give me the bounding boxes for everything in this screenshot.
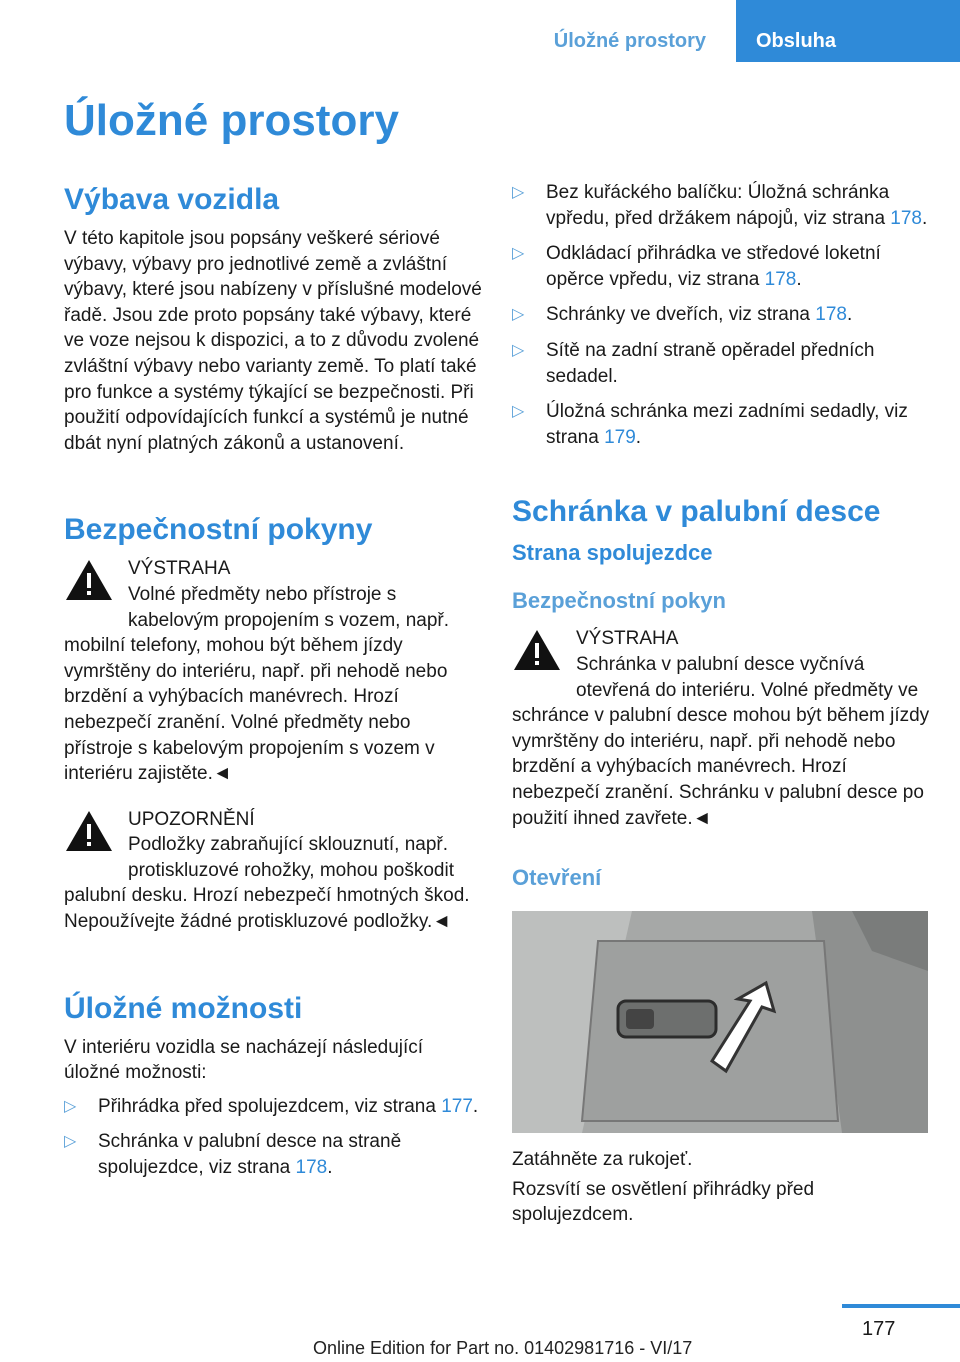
warning-triangle-icon bbox=[64, 809, 114, 853]
header-section-label: Úložné prostory bbox=[553, 30, 706, 52]
warning-text: Volné předměty nebo přístroje s kabelovým propojením s vozem, např. mobilní telefony, mohou být během jízdy vymrštěny do interiéru, např. při nehodě nebo brzdění a vyhýbacích manévrech. Hrozí nebezpečí zranění. Volné předměty nebo přístroje s kabelovým propojením s vozem v interiéru zajistěte.◄ bbox=[64, 583, 450, 785]
storage-options-list-continued bbox=[512, 180, 930, 450]
notice-block bbox=[64, 807, 484, 935]
list-item: ▷ Schránka v palubní desce na straně spolujezdce, viz strana 178. bbox=[64, 1131, 402, 1179]
triangle-bullet-icon: ▷ bbox=[512, 184, 525, 201]
section-title-safety: Bezpečnostní pokyny bbox=[64, 513, 373, 547]
storage-options-list bbox=[64, 1094, 484, 1181]
page-link[interactable]: 177 bbox=[441, 1095, 473, 1117]
warning-label: VÝSTRAHA bbox=[576, 628, 679, 650]
list-item: ▷ Přihrádka před spolujezdcem, viz strana 177. bbox=[64, 1094, 484, 1120]
list-item: ▷ Úložná schránka mezi zadními sedadly, viz strana 179. bbox=[512, 401, 908, 448]
page-number-rule bbox=[842, 1304, 960, 1308]
page-link[interactable]: 178 bbox=[890, 207, 922, 229]
figure-caption-light: Rozsvítí se osvětlení přihrádky před spolujezdcem. bbox=[512, 1178, 815, 1226]
page-link[interactable]: 178 bbox=[295, 1157, 328, 1179]
page-title: Úložné prostory bbox=[64, 96, 399, 145]
glovebox-handle-illustration bbox=[512, 911, 928, 1133]
subsection-title-safety-note: Bezpečnostní pokyn bbox=[512, 588, 726, 614]
notice-label: UPOZORNĚNÍ bbox=[128, 808, 255, 830]
figure-caption-pull-handle: Zatáhněte za rukojeť. bbox=[512, 1149, 693, 1171]
page-link[interactable]: 179 bbox=[604, 426, 636, 448]
triangle-bullet-icon: ▷ bbox=[64, 1097, 77, 1115]
list-item: ▷ Bez kuřáckého balíčku: Úložná schránka vpředu, před držákem nápojů, viz strana 178. bbox=[512, 182, 928, 229]
warning-label: VÝSTRAHA bbox=[128, 558, 231, 580]
page-number: 177 bbox=[862, 1318, 896, 1340]
triangle-bullet-icon: ▷ bbox=[512, 341, 525, 359]
list-item: ▷ Schránky ve dveřích, viz strana 178. bbox=[512, 302, 930, 328]
triangle-bullet-icon: ▷ bbox=[512, 403, 525, 421]
triangle-bullet-icon: ▷ bbox=[512, 306, 525, 324]
warning-text: Schránka v palubní desce vyčnívá otevřená do interiéru. Volné předměty ve schránce v palubní desce mohou být během jízdy vymrštěny do interiéru, např. při nehodě nebo brzdění a vyhýbacích manévrech. Hrozí nebezpečí zranění. Schránku v palubní desce po použití ihned zavřete.◄ bbox=[512, 653, 930, 829]
warning-block bbox=[512, 626, 930, 831]
header-chapter-tab: Obsluha bbox=[736, 0, 960, 62]
page-link[interactable]: 178 bbox=[815, 304, 847, 326]
subsection-title-passenger-side: Strana spolujezdce bbox=[512, 540, 713, 566]
triangle-bullet-icon: ▷ bbox=[512, 245, 525, 263]
warning-triangle-icon bbox=[64, 558, 114, 602]
section-title-storage-options: Úložné možnosti bbox=[64, 991, 303, 1025]
warning-triangle-icon bbox=[512, 628, 562, 672]
subsection-title-opening: Otevření bbox=[512, 865, 602, 891]
warning-block bbox=[64, 556, 484, 786]
page-header bbox=[524, 0, 960, 62]
right-column bbox=[512, 180, 930, 1228]
notice-text: Podložky zabraňující sklouznutí, např. protiskluzové rohožky, mohou poškodit palubní desku. Hrozí nebezpečí hmotných škod. Nepoužívejte žádné protiskluzové podložky.◄ bbox=[64, 834, 470, 933]
page-link[interactable]: 178 bbox=[764, 268, 797, 290]
section-title-equipment: Výbava vozidla bbox=[64, 183, 280, 216]
footer-edition-note: Online Edition for Part no. 01402981716 - VI/17 bbox=[313, 1338, 693, 1358]
storage-options-intro: V interiéru vozidla se nacházejí následující úložné možnosti: bbox=[64, 1036, 424, 1084]
triangle-bullet-icon: ▷ bbox=[64, 1133, 77, 1151]
list-item: ▷ Sítě na zadní straně opěradel předních sedadel. bbox=[512, 339, 875, 387]
list-item: ▷ Odkládací přihrádka ve středové loketní opěrce vpředu, viz strana 178. bbox=[512, 243, 881, 290]
section-title-glovebox: Schránka v palubní desce bbox=[512, 495, 881, 529]
equipment-paragraph: V této kapitole jsou popsány veškeré sériové výbavy, výbavy pro jednotlivé země a zvláštní výbavy, které jsou nabízeny v příslušné modelové řadě. Jsou zde proto popsány také výbavy, které ve voze nejsou k dispozici, a to z důvodu zvolené zvláštní výbavy nebo varianty země. To platí také pro funkce a systémy týkající se bezpečnosti. Při použití odpovídajících funkcí a systémů je nutné dbát nyní platných zákonů a ustanovení. bbox=[64, 228, 482, 454]
left-column bbox=[64, 180, 484, 1191]
